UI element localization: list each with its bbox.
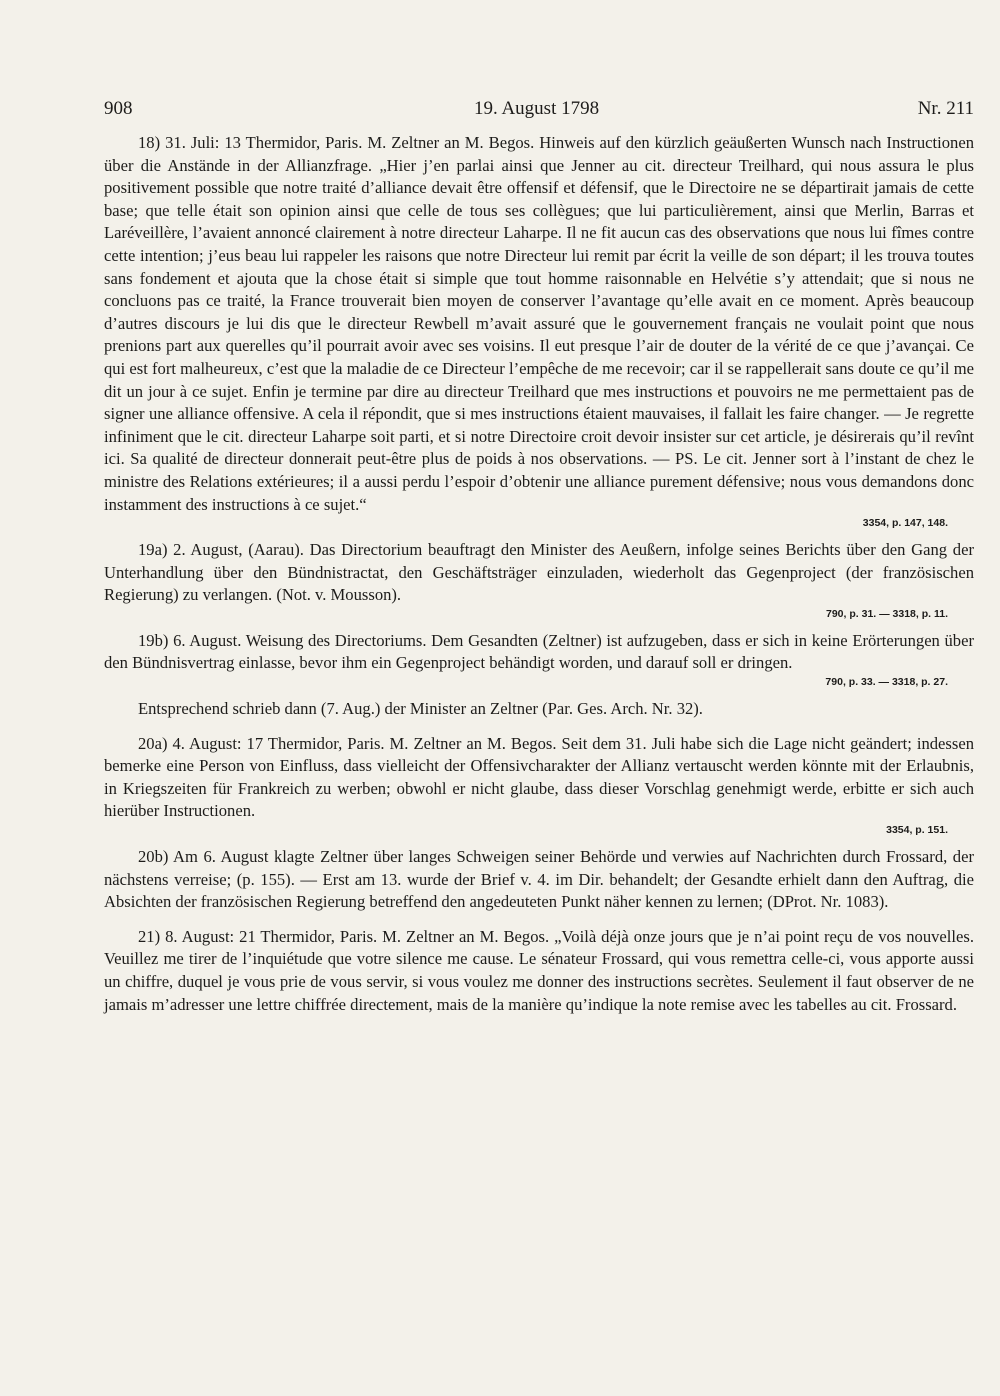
entry-text: 20a) 4. August: 17 Thermidor, Paris. M. Zeltner an M. Begos. Seit dem 31. Juli habe sich die Lage nicht geändert; indessen bemerke eine Person von Einfluss, dass vielleicht der Offensivcharakter der Allianz vertauscht werden könnte mit der Erlaubnis, in Kriegszeiten für Frankreich zu werben; obwohl er nicht glaube, dass dieser Vorschlag genehmigt werde, erbitte er sich auch hierüber Instructionen. [104,733,974,821]
entry-text: 18) 31. Juli: 13 Thermidor, Paris. M. Zeltner an M. Begos. Hinweis auf den kürzlich geäußerten Wunsch nach Instructionen über die Anstände in der Allianzfrage. „Hier j’en parlai ainsi que Jenner au cit. directeur Treilhard, qui nous assura le plus positivement possible que notre traité d’alliance devait être offensif et défensif, que le Directoire ne se départirait jamais de cette base; que telle était son opinion ainsi que celle de tous ses collègues; que lui particulièrement, ainsi que Merlin, Barras et Laréveillère, l’avaient annoncé clairement à notre directeur Laharpe. Il ne fit aucun cas des observations que nous lui fîmes contre cette intention; j’eus beau lui rappeler les raisons que notre Directeur lui remit par écrit la veille de son départ; il les trouva toutes sans fondement et ajouta que la chose était si simple que tout homme raisonnable en Helvétie s’y attendait; que si nous ne concluons pas ce traité, la France trouverait bien moyen de conserver l’avantage qu’elle avait en ce moment. Après beaucoup d’autres discours je lui dis que le directeur Rewbell m’avait assuré que le gouvernement français ne voulait point que nous prenions part aux querelles qu’il pourrait avoir avec ses voisins. Il eut presque l’air de douter de la vérité de ce que j’avançai. Ce qui est fort malheureux, c’est que la maladie de ce Directeur l’empêche de me recevoir; car il se rappellerait sans doute ce qu’il me dit un jour à ce sujet. Enfin je termine par dire au directeur Treilhard que mes instructions et pouvoirs ne me permettaient pas de signer une alliance offensive. A cela il répondit, que si mes instructions étaient mauvaises, il fallait les faire changer. — Je regrette infiniment que le cit. directeur Laharpe soit parti, et si notre Directoire croit devoir insister sur cet article, je désirerais qu’il revînt ici. Sa qualité de directeur donnerait peut-être plus de poids à nos observations. — PS. Le cit. Jenner sort à l’instant de chez le ministre des Relations extérieures; il a aussi perdu l’espoir d’obtenir une alliance purement défensive; nous vous demandons donc instamment des instructions à ce sujet.“ [104,133,974,514]
entry-19a [104,539,974,622]
source-reference: 790, p. 33. — 3318, p. 27. [825,676,948,689]
document-number: Nr. 211 [917,98,974,119]
entry-text: 20b) Am 6. August klagte Zeltner über langes Schweigen seiner Behörde und verwies auf Nachrichten durch Frossard, der nächstens verreise; (p. 155). — Erst am 13. wurde der Brief v. 4. im Dir. behandelt; der Gesandte erhielt dann den Auftrag, die Absichten der französischen Regierung betreffend den angedeuteten Punkt näher kennen zu lernen; (DProt. Nr. 1083). [104,847,974,912]
running-header [104,98,974,122]
entry-21 [104,926,974,1016]
entry-19b [104,630,974,690]
entry-text: 21) 8. August: 21 Thermidor, Paris. M. Zeltner an M. Begos. „Voilà déjà onze jours que je n’ai point reçu de vos nouvelles. Veuillez me tirer de l’inquiétude que votre silence me cause. Le sénateur Frossard, qui vous remettra celle-ci, vous apporte aussi un chiffre, duquel je vous prie de vous servir, si vous voulez me donner des instructions secrètes. Seulement il faut observer de ne jamais m’adresser une lettre chiffrée directement, mais de la manière qu’indique la note remise avec les tabelles au cit. Frossard. [104,926,974,1014]
entry-20b [104,846,974,914]
entry-text: 19a) 2. August, (Aarau). Das Directorium beauftragt den Minister des Aeußern, infolge seines Berichts über den Gang der Unterhandlung über den Bündnistractat, den Geschäftsträger einzuladen, wiederholt das Gegenproject (der französischen Regierung) zu verlangen. (Not. v. Mousson). [104,540,974,605]
entry-19b-note [104,698,974,721]
entry-18 [104,132,974,531]
header-date: 19. August 1798 [474,98,600,119]
source-reference: 3354, p. 151. [886,824,948,837]
entry-text: 19b) 6. August. Weisung des Directoriums. Dem Gesandten (Zeltner) ist aufzugeben, dass er sich in keine Erörterungen über den Bündnisvertrag einlasse, bevor ihm ein Gegenproject behändigt worden, und darauf soll er dringen. [104,630,974,673]
source-reference: 790, p. 31. — 3318, p. 11. [826,607,948,620]
page-number: 908 [104,98,133,119]
source-reference: 3354, p. 147, 148. [862,517,948,530]
entry-20a [104,733,974,838]
entry-text: Entsprechend schrieb dann (7. Aug.) der Minister an Zeltner (Par. Ges. Arch. Nr. 32). [138,699,703,719]
document-body [104,132,974,1016]
